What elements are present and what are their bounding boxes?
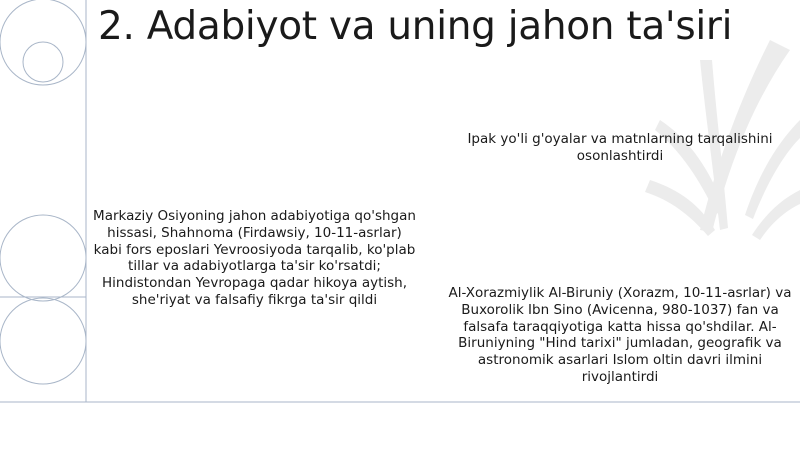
deco-circle-top-inner <box>23 42 63 82</box>
right-top-text-block: Ipak yo'li g'oyalar va matnlarning tarqalishini osonlashtirdi <box>467 131 773 164</box>
left-text-block: Markaziy Osiyoning jahon adabiyotiga qo'shgan hissasi, Shahnoma (Firdawsiy, 10-11-asrlar) kabi fors eposlari Yevroosiyoda tarqalib, ko'plab tillar va adabiyotlarga ta'sir ko'rsatdi; Hindistondan Yevropaga qadar hikoya aytish, she'riyat va falsafiy fikrga ta'sir qildi <box>93 208 416 308</box>
slide-title: 2. Adabiyot va uning jahon ta'siri <box>98 4 733 49</box>
right-bottom-text-block: Al-Xorazmiylik Al-Biruniy (Xorazm, 10-11-asrlar) va Buxorolik Ibn Sino (Avicenna, 980-1037) fan va falsafa taraqqiyotiga katta hissa qo'shdilar. Al-Biruniyning "Hind tarixi" jumladan, geografik va astronomik asarlari Islom oltin davri ilmini rivojlantirdi <box>448 285 792 385</box>
deco-circle-middle <box>0 215 86 301</box>
deco-circle-lower <box>0 298 86 384</box>
